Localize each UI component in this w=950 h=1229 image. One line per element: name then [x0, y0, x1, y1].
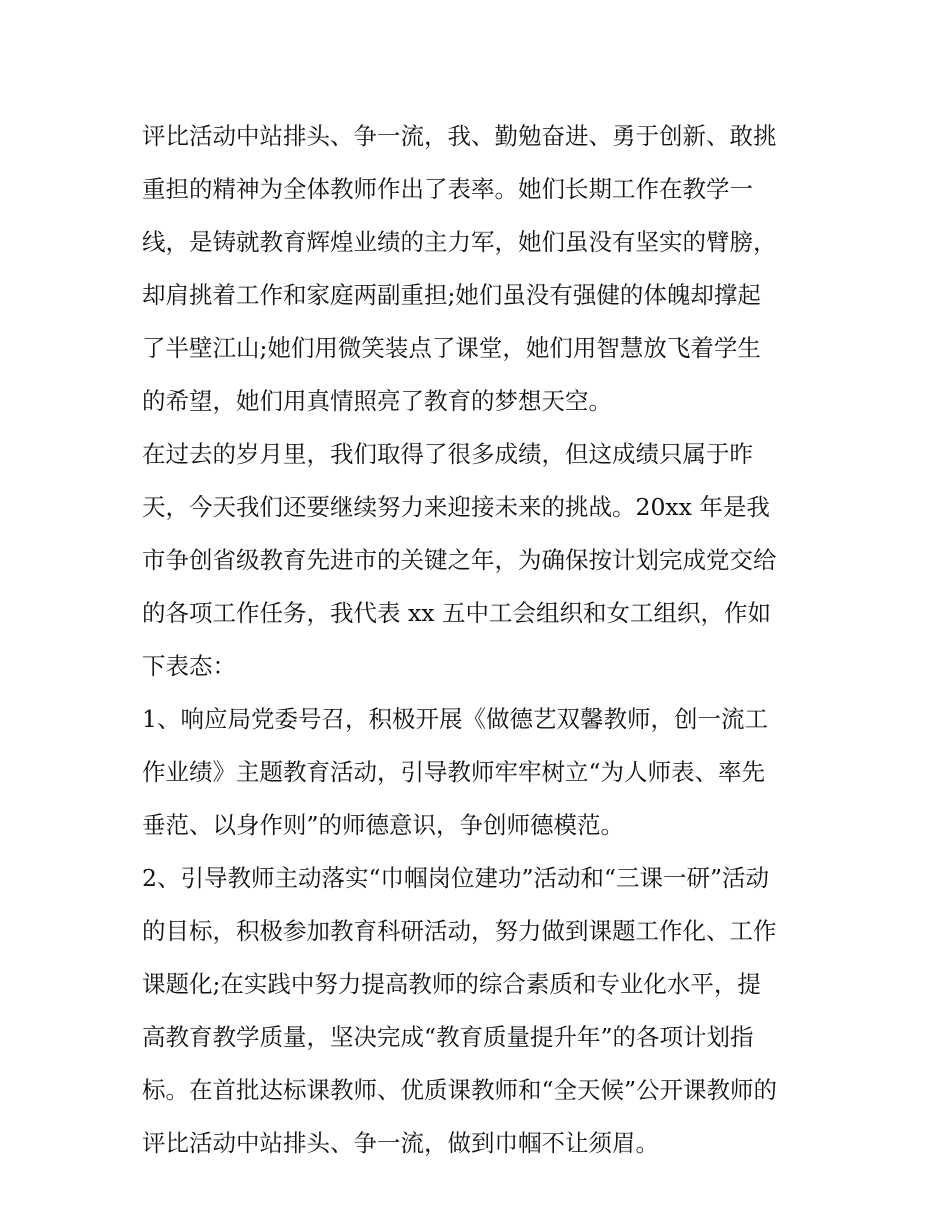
text-line: 了半壁江山;她们用微笑装点了课堂，她们用智慧放飞着学生 — [142, 334, 761, 362]
text-line: 重担的精神为全体教师作出了表率。她们长期工作在教学一 — [142, 175, 753, 203]
document-body — [142, 110, 822, 1170]
text-line: 线，是铸就教育辉煌业绩的主力军，她们虽没有坚实的臂膀， — [142, 228, 777, 256]
text-line: 在过去的岁月里，我们取得了很多成绩，但这成绩只属于昨 — [142, 440, 753, 468]
text-line: 下表态： — [142, 652, 236, 680]
text-line: 却肩挑着工作和家庭两副重担;她们虽没有强健的体魄却撑起 — [142, 281, 761, 309]
text-line: 课题化;在实践中努力提高教师的综合素质和专业化水平，提 — [142, 970, 761, 998]
text-line: 1、响应局党委号召，积极开展《做德艺双馨教师，创一流工 — [142, 705, 768, 733]
text-line: 2、引导教师主动落实“巾帼岗位建功”活动和“三课一研”活动 — [142, 864, 770, 892]
text-line: 作业绩》主题教育活动，引导教师牢牢树立“为人师表、率先 — [142, 758, 766, 786]
text-line: 的目标，积极参加教育科研活动，努力做到课题工作化、工作 — [142, 917, 777, 945]
text-line: 评比活动中站排头、争一流，我、勤勉奋进、勇于创新、敢挑 — [142, 122, 777, 150]
text-line: 评比活动中站排头、争一流，做到巾帼不让须眉。 — [142, 1129, 659, 1157]
text-line: 高教育教学质量，坚决完成“教育质量提升年”的各项计划指 — [142, 1023, 754, 1051]
text-line: 市争创省级教育先进市的关键之年，为确保按计划完成党交给 — [142, 546, 777, 574]
text-line: 天，今天我们还要继续努力来迎接未来的挑战。20xx 年是我 — [142, 493, 770, 521]
text-line: 标。在首批达标课教师、优质课教师和“全天候”公开课教师的 — [142, 1076, 778, 1104]
text-line: 的各项工作任务，我代表 xx 五中工会组织和女工组织，作如 — [142, 599, 771, 627]
text-line: 垂范、以身作则”的师德意识，争创师德模范。 — [142, 811, 625, 839]
text-line: 的希望，她们用真情照亮了教育的梦想天空。 — [142, 387, 612, 415]
